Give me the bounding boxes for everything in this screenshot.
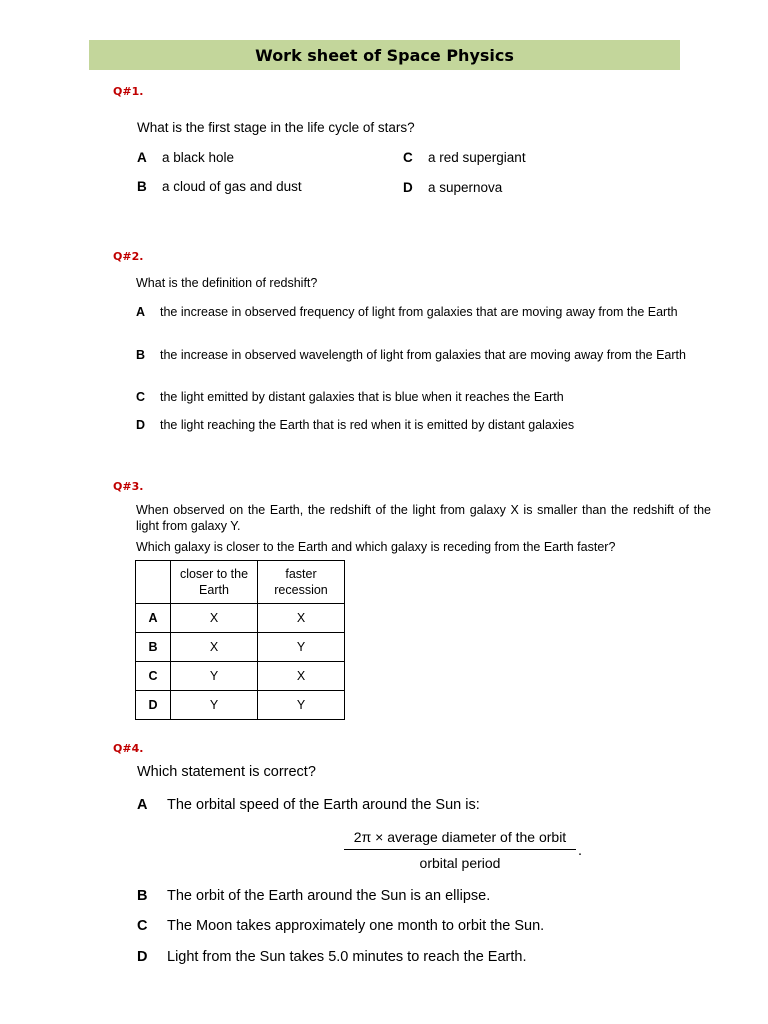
row-letter: D [136, 691, 171, 720]
orbital-speed-formula [344, 828, 576, 872]
q1-question: What is the first stage in the life cycle of stars? [137, 120, 415, 135]
q1-option-c-text: a red supergiant [428, 150, 526, 165]
formula-period: . [578, 843, 583, 859]
q1-option-b-text: a cloud of gas and dust [162, 179, 302, 194]
row-letter: A [136, 604, 171, 633]
table-header-faster: faster recession [258, 561, 345, 604]
q4-option-d-letter: D [137, 949, 148, 965]
q1-label: Q#1. [113, 85, 144, 98]
q2-option-c-letter: C [136, 390, 146, 404]
row-faster: X [258, 604, 345, 633]
q3-question: Which galaxy is closer to the Earth and which galaxy is receding from the Earth faster? [136, 540, 616, 554]
page-title: Work sheet of Space Physics [89, 40, 680, 70]
q2-question: What is the definition of redshift? [136, 276, 318, 290]
q4-label: Q#4. [113, 742, 144, 755]
q1-option-a-letter: A [137, 150, 147, 165]
q4-option-c-text: The Moon takes approximately one month to orbit the Sun. [167, 918, 545, 934]
row-letter: B [136, 633, 171, 662]
row-closer: Y [171, 691, 258, 720]
q2-option-d-letter: D [136, 418, 146, 432]
q2-label: Q#2. [113, 250, 144, 263]
q2-option-c-text: the light emitted by distant galaxies that is blue when it reaches the Earth [160, 390, 564, 404]
q1-option-a-text: a black hole [162, 150, 235, 165]
formula-numerator: 2π × average diameter of the orbit [353, 829, 567, 845]
row-closer: Y [171, 662, 258, 691]
row-letter: C [136, 662, 171, 691]
table-row [136, 633, 345, 662]
q1-option-d-letter: D [403, 180, 413, 195]
q1-option-d-text: a supernova [428, 180, 503, 195]
q3-answer-table [135, 560, 345, 720]
q3-stem: When observed on the Earth, the redshift of the light from galaxy X is smaller than the redshift of the light from galaxy Y. [136, 503, 711, 533]
q4-option-d-text: Light from the Sun takes 5.0 minutes to reach the Earth. [167, 949, 527, 965]
q2-option-b-text: the increase in observed wavelength of light from galaxies that are moving away from the Earth [160, 348, 686, 362]
table-header-closer: closer to the Earth [171, 561, 258, 604]
q1-option-b-letter: B [137, 179, 147, 194]
q2-option-b-letter: B [136, 348, 146, 362]
q4-option-a-text: The orbital speed of the Earth around the Sun is: [167, 797, 480, 813]
q4-option-b-letter: B [137, 888, 148, 904]
row-closer: X [171, 633, 258, 662]
q4-option-b-text: The orbit of the Earth around the Sun is an ellipse. [167, 888, 491, 904]
row-faster: Y [258, 691, 345, 720]
formula-denominator: orbital period [419, 855, 501, 871]
row-faster: Y [258, 633, 345, 662]
q4-question: Which statement is correct? [137, 764, 316, 780]
table-corner [136, 561, 171, 604]
q3-label: Q#3. [113, 480, 144, 493]
row-closer: X [171, 604, 258, 633]
row-faster: X [258, 662, 345, 691]
fraction-bar [344, 849, 576, 850]
q4-option-c-letter: C [137, 918, 148, 934]
q2-option-d-text: the light reaching the Earth that is red when it is emitted by distant galaxies [160, 418, 575, 432]
table-row [136, 691, 345, 720]
q4-option-a-letter: A [137, 797, 148, 813]
q2-option-a-text: the increase in observed frequency of light from galaxies that are moving away from the Earth [160, 305, 678, 319]
table-row [136, 662, 345, 691]
table-row [136, 604, 345, 633]
q1-option-c-letter: C [403, 150, 413, 165]
q2-option-a-letter: A [136, 305, 146, 319]
